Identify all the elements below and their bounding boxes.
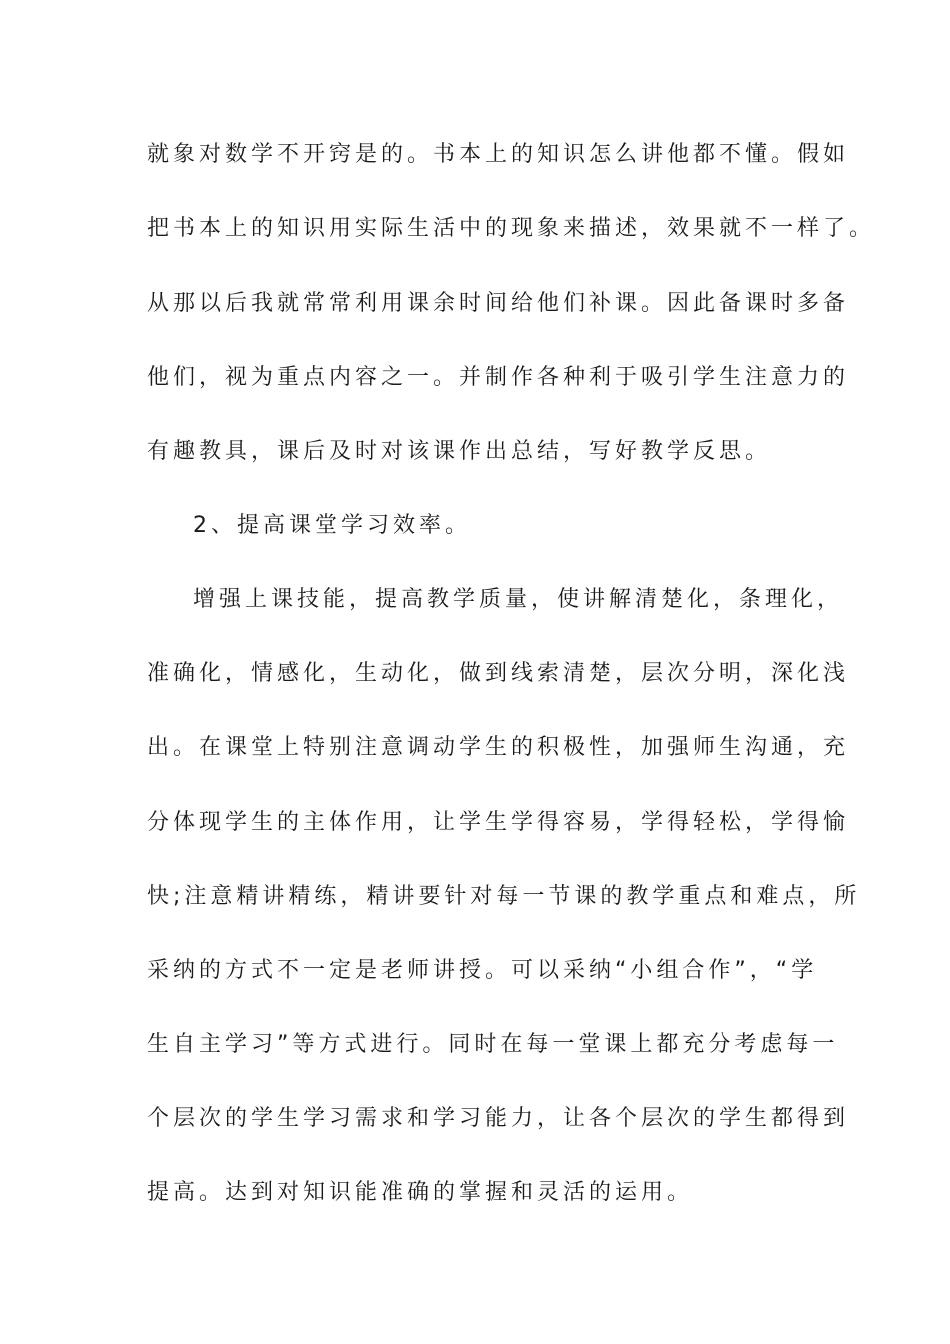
paragraph-line: 准确化，情感化，生动化，做到线索清楚，层次分明，深化浅 (147, 661, 850, 686)
paragraph-line: 出。在课堂上特别注意调动学生的积极性，加强师生沟通，充 (147, 735, 850, 760)
paragraph-line: 快;注意精讲精练，精讲要针对每一节课的教学重点和难点，所 (147, 884, 861, 909)
paragraph-line: 增强上课技能，提高教学质量，使讲解清楚化，条理化， (193, 587, 844, 612)
section-heading: 2、提高课堂学习效率。 (193, 513, 471, 538)
paragraph-line: 提高。达到对知识能准确的掌握和灵活的运用。 (147, 1180, 694, 1205)
paragraph-line: 有趣教具，课后及时对该课作出总结，写好教学反思。 (147, 439, 772, 464)
paragraph-line: 从那以后我就常常利用课余时间给他们补课。因此备课时多备 (147, 291, 850, 316)
paragraph-line: 分体现学生的主体作用，让学生学得容易，学得轻松，学得愉 (147, 810, 850, 835)
paragraph-line: 生自主学习”等方式进行。同时在每一堂课上都充分考虑每一 (147, 1032, 839, 1057)
paragraph-line: 采纳的方式不一定是老师讲授。可以采纳“小组合作”，“学 (147, 958, 818, 983)
paragraph-line: 就象对数学不开窍是的。书本上的知识怎么讲他都不懂。假如 (147, 142, 850, 167)
paragraph-line: 个层次的学生学习需求和学习能力，让各个层次的学生都得到 (147, 1106, 850, 1131)
paragraph-line: 把书本上的知识用实际生活中的现象来描述，效果就不一样了。 (147, 216, 876, 241)
paragraph-line: 他们，视为重点内容之一。并制作各种利于吸引学生注意力的 (147, 365, 850, 390)
